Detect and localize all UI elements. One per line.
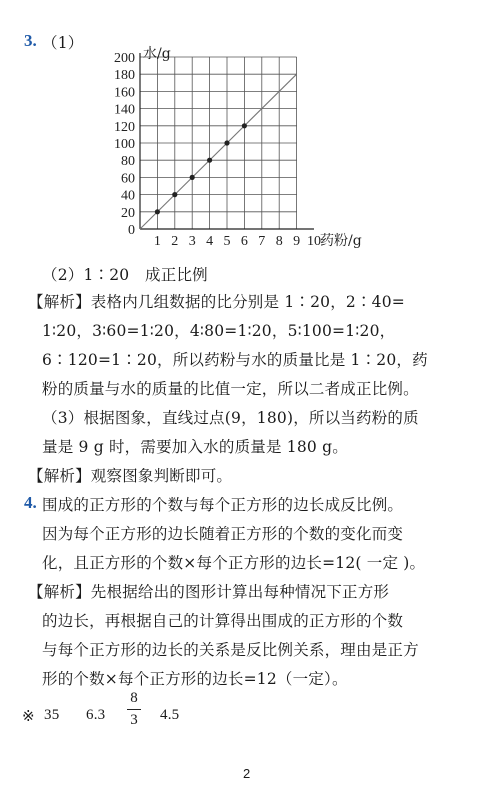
water-vs-powder-chart (100, 38, 380, 258)
question-3-part1-label: （1） (42, 34, 84, 52)
y-tick-labels (114, 51, 135, 238)
x-tick-labels (154, 234, 321, 249)
data-point (242, 123, 247, 128)
x-axis-label: 药粉/g (320, 233, 362, 249)
y-tick-label: 0 (128, 223, 135, 238)
question-3-analysis-line-1: 【解析】表格内几组数据的比分别是 1∶20，2∶40= (28, 293, 405, 311)
fraction-bar (127, 709, 141, 710)
data-point (224, 140, 229, 145)
question-3-number: 3. (24, 31, 37, 50)
question-4-answer-line-3: 化，且正方形的个数×每个正方形的边长=12( 一定 )。 (42, 554, 426, 572)
y-tick-label: 60 (121, 171, 135, 187)
x-tick-label: 10 (307, 234, 321, 249)
y-tick-label: 200 (114, 51, 135, 66)
data-point (172, 192, 177, 197)
page-number: 2 (243, 766, 251, 781)
question-3-analysis-line-3: 6∶120=1∶20，所以药粉与水的质量比是 1∶20，药 (42, 351, 428, 369)
data-point (155, 209, 160, 214)
x-tick-label: 9 (293, 234, 301, 249)
question-4-answer-line-2: 因为每个正方形的边长随着正方形的个数的变化而变 (42, 525, 404, 543)
x-tick-label: 2 (171, 234, 179, 249)
question-4-analysis-line-4: 形的个数×每个正方形的边长=12（一定）。 (42, 670, 348, 688)
x-tick-label: 4 (206, 234, 214, 249)
y-tick-label: 160 (114, 85, 135, 101)
y-tick-label: 80 (121, 154, 135, 170)
x-tick-label: 6 (240, 234, 248, 249)
fraction-denominator: 3 (130, 712, 138, 728)
data-point (207, 158, 212, 163)
question-3-analysis-line-2: 1∶20，3∶60=1∶20，4∶80=1∶20，5∶100=1∶20， (42, 322, 396, 340)
answer-value-1: 35 (44, 707, 60, 723)
question-4-number: 4. (24, 493, 37, 512)
question-4-answer-line-1: 围成的正方形的个数与每个正方形的边长成反比例。 (42, 496, 404, 514)
question-4-analysis-line-2: 的边长，再根据自己的计算得出围成的正方形的个数 (42, 612, 404, 630)
fraction-numerator: 8 (130, 690, 138, 706)
question-3-part2-answer: （2）1∶20 成正比例 (42, 266, 208, 284)
x-tick-label: 8 (275, 234, 283, 249)
answer-value-3: 4.5 (160, 707, 180, 723)
question-3-part3-line-1: （3）根据图象，直线过点(9，180)，所以当药粉的质 (42, 409, 419, 427)
y-tick-label: 120 (114, 119, 135, 135)
y-tick-label: 180 (114, 68, 135, 84)
y-tick-label: 20 (121, 205, 135, 221)
y-axis-label: 水/g (143, 46, 171, 62)
y-tick-label: 140 (114, 102, 135, 118)
x-tick-label: 1 (153, 234, 161, 249)
question-3-analysis-line-4: 粉的质量与水的质量的比值一定，所以二者成正比例。 (42, 380, 419, 398)
data-point (190, 175, 195, 180)
proportional-line (140, 74, 297, 229)
answer-value-2: 6.3 (86, 707, 106, 723)
question-3-part3-line-2: 量是 9 g 时，需要加入水的质量是 180 g。 (42, 438, 348, 456)
y-tick-label: 100 (114, 137, 135, 152)
question-3-analysis2: 【解析】观察图象判断即可。 (28, 467, 233, 485)
question-4-analysis-line-1: 【解析】先根据给出的图形计算出每种情况下正方形 (28, 583, 390, 601)
chart-series (140, 74, 297, 229)
x-tick-label: 3 (188, 234, 196, 249)
reference-mark: ※ (22, 707, 35, 725)
y-tick-label: 40 (121, 188, 135, 204)
question-4-analysis-line-3: 与每个正方形的边长的关系是反比例关系，理由是正方 (42, 641, 419, 659)
x-tick-label: 5 (223, 234, 231, 249)
chart-grid (140, 57, 297, 229)
answer-fraction (127, 690, 141, 729)
x-tick-label: 7 (258, 234, 266, 249)
